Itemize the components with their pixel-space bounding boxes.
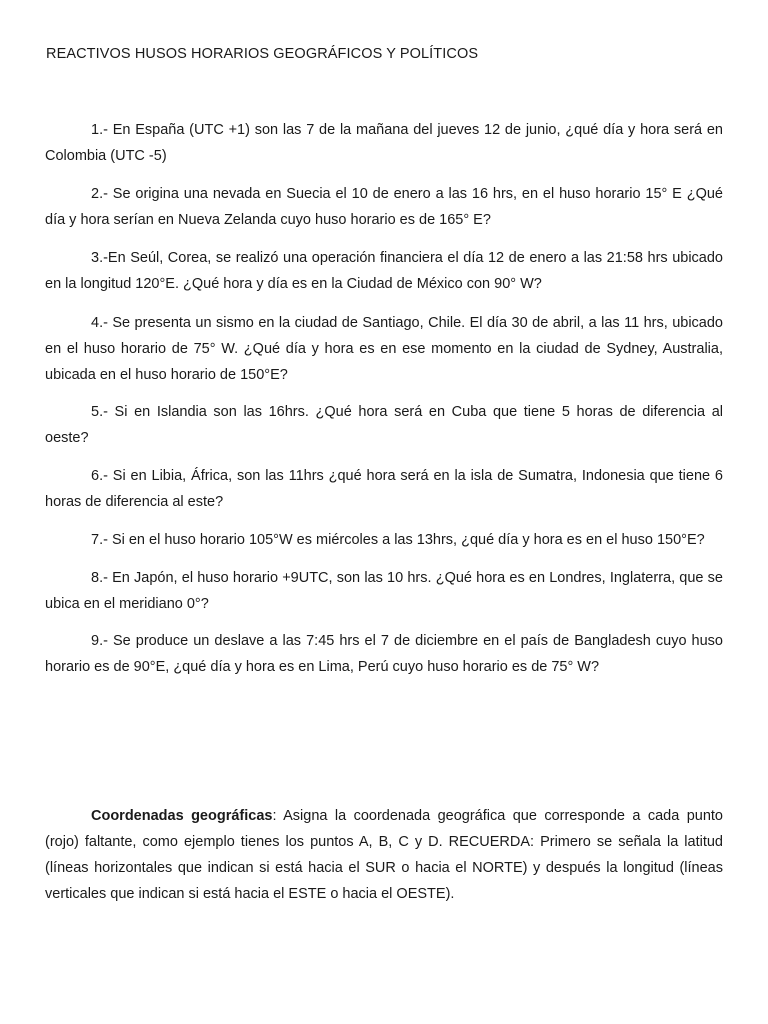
coordinates-heading: Coordenadas geográficas	[91, 808, 273, 824]
question-6: 6.- Si en Libia, África, son las 11hrs ¿qué hora será en la isla de Sumatra, Indonesia que tiene 6 horas de diferencia al este?	[45, 468, 723, 510]
coordinates-separator: :	[272, 808, 284, 824]
question-4: 4.- Se presenta un sismo en la ciudad de Santiago, Chile. El día 30 de abril, a las 11 hrs, ubicado en el huso horario de 75° W. ¿Qué día y hora es en ese momento en la ciudad de Sydney, Australia, ubicada en el huso horario de 150°E?	[45, 315, 723, 383]
question-2: 2.- Se origina una nevada en Suecia el 10 de enero a las 16 hrs, en el huso horario 15° E ¿Qué día y hora serían en Nueva Zelanda cuyo huso horario es de 165° E?	[45, 186, 723, 228]
question-5: 5.- Si en Islandia son las 16hrs. ¿Qué hora será en Cuba que tiene 5 horas de diferencia al oeste?	[45, 404, 723, 446]
coordinates-instructions	[45, 803, 723, 907]
coordinates-text: Asigna la coordenada geográfica que corresponde a cada punto (rojo) faltante, como ejemplo tienes los puntos A, B, C y D. RECUERDA: Primero se señala la latitud (líneas horizontales que indican si está hacia el SUR o hacia el NORTE) y después la longitud (líneas verticales que indican si está hacia el ESTE o hacia el OESTE).	[45, 808, 723, 902]
question-9: 9.- Se produce un deslave a las 7:45 hrs el 7 de diciembre en el país de Bangladesh cuyo huso horario es de 90°E, ¿qué día y hora es en Lima, Perú cuyo huso horario es de 75° W?	[45, 633, 723, 675]
question-3: 3.-En Seúl, Corea, se realizó una operación financiera el día 12 de enero a las 21:58 hrs ubicado en la longitud 120°E. ¿Qué hora y día es en la Ciudad de México con 90° W?	[45, 250, 723, 292]
question-8: 8.- En Japón, el huso horario +9UTC, son las 10 hrs. ¿Qué hora es en Londres, Inglaterra, que se ubica en el meridiano 0°?	[45, 570, 723, 612]
question-7: 7.- Si en el huso horario 105°W es miércoles a las 13hrs, ¿qué día y hora es en el huso 150°E?	[91, 532, 705, 548]
question-1: 1.- En España (UTC +1) son las 7 de la mañana del jueves 12 de junio, ¿qué día y hora será en Colombia (UTC -5)	[45, 122, 723, 164]
document-title: REACTIVOS HUSOS HORARIOS GEOGRÁFICOS Y POLÍTICOS	[46, 46, 479, 62]
